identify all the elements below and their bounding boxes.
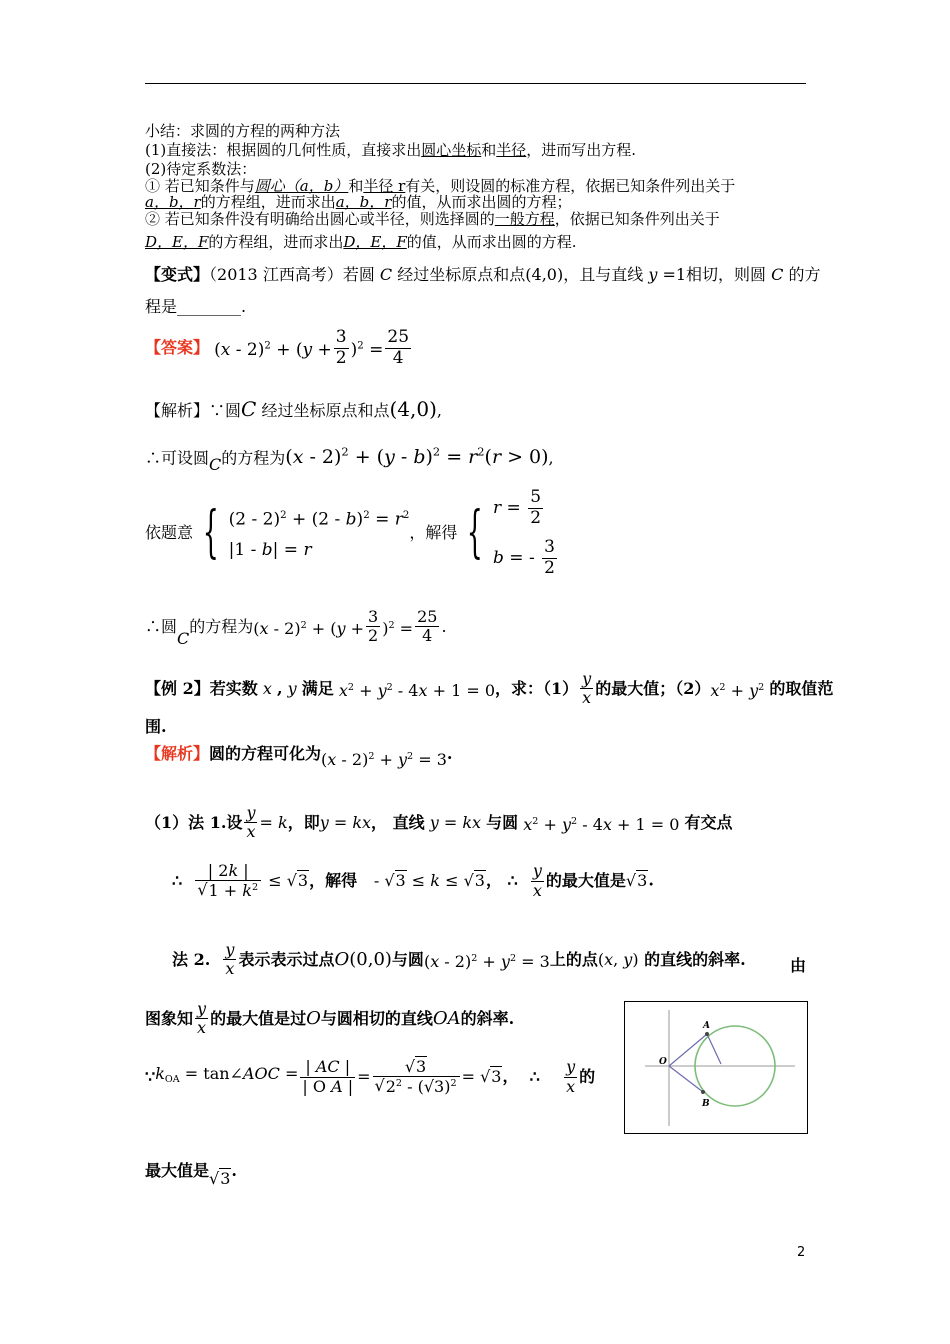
solution1-result: ∴圆C的方程为(x - 2)$^2$ + (y + $\frac{3}{2}$ )$^2$ = $\frac{25}{4}$ . [145, 607, 447, 649]
solution1-line1: 【解析】∵圆C 经过坐标原点和点(4,0), [145, 397, 442, 421]
page-number: 2 [797, 1245, 806, 1260]
header-rule [145, 83, 806, 84]
answer-line: 【答案】 (x - 2)$^2$ + (y + $\frac{3}{2}$ )$^2$ = $\frac{25}{4}$ [145, 327, 410, 368]
solution2-you: 由 [790, 956, 807, 975]
solution1-line2: ∴可设圆C的方程为$(x - 2)^2 + (y - b)^2 = r^2(r > 0)$, [145, 445, 554, 474]
label-o: O [659, 1057, 667, 1067]
tangent-oa [669, 1034, 707, 1066]
label-b: B [702, 1099, 710, 1109]
point-b [701, 1090, 705, 1094]
solution2-intro: 【解析】圆的方程可化为$(x - 2)^2 + y^2 = 3$. [145, 744, 453, 770]
example2-question: 【例 2】若实数 x , y 满足 $x^2 + y^2 - 4x + 1 = 0$，求：（1） $\frac{y}{x}$ 的最大值；$(2)x^2 + y^2$ 的取值范 [145, 669, 834, 708]
solution2-inequality: ∴ $\frac{| 2k |}{√1 + k^2}$ ≤ √3，解得 - √3 ≤ k ≤ √3， ∴ $\frac{y}{x}$ 的最大值是√3. [172, 861, 654, 900]
summary-case1-cont: a，b，r的方程组，进而求出a，b，r的值，从而求出圆的方程； [145, 193, 572, 211]
point-a [705, 1032, 709, 1036]
label-a: A [703, 1021, 710, 1031]
summary-undetermined: (2)待定系数法： [145, 160, 257, 178]
solution2-method1: （1）法 1.设 $\frac{y}{x}$ = k，即y = kx， 直线 y = kx 与圆 $x^2 + y^2 - 4x + 1 = 0$ 有交点 [145, 803, 733, 842]
summary-case2: ② 若已知条件没有明确给出圆心或半径，则选择圆的一般方程，依据已知条件列出关于 [145, 210, 720, 228]
summary-direct: (1)直接法：根据圆的几何性质，直接求出圆心坐标和半径，进而写出方程. [145, 141, 637, 159]
summary-title: 小结：求圆的方程的两种方法 [145, 122, 341, 140]
solution2-last: 最大值是√3. [145, 1161, 237, 1188]
circle-tangent-figure [624, 1001, 808, 1134]
example2-question-cont: 围. [145, 717, 167, 736]
radius-ca [707, 1034, 721, 1064]
variant-question-cont: 程是________. [145, 297, 247, 316]
variant-question: 【变式】（2013 江西高考）若圆 C 经过坐标原点和点(4,0)，且与直线 y =1相切，则圆 C 的方 [145, 265, 821, 284]
figure-svg [625, 1002, 807, 1133]
solution1-system: 依题意 { $(2 - 2)^2 + (2 - b)^2 = r^2$ |1 - b| = r ，解得 { r = $\frac{5}{2}$ b = - $\frac{3}{2}$ [145, 487, 555, 578]
solution2-method2: 法 2. $\frac{y}{x}$ 表示表示过点O(0,0)与圆$(x - 2)^2 + y^2 = 3$上的点(x, y) 的直线的斜率. [172, 940, 746, 979]
solution2-slope: $\because k_{OA}$ = tan∠AOC = $\frac{| AC |}{\text{| O A |}}$ = $\frac{√3}{√2^2 - (√3)^2}$ = √3， ∴ $\frac{y}{x}$ 的 [145, 1057, 596, 1096]
summary-case1: ① 若已知条件与圆心（a，b）和半径 r有关，则设圆的标准方程，依据已知条件列出关于 [145, 177, 736, 195]
summary-case2-cont: D，E，F的方程组，进而求出D，E，F的值，从而求出圆的方程. [145, 233, 577, 251]
solution2-graph: 图象知 $\frac{y}{x}$ 的最大值是过O与圆相切的直线OA的斜率. [145, 999, 515, 1038]
